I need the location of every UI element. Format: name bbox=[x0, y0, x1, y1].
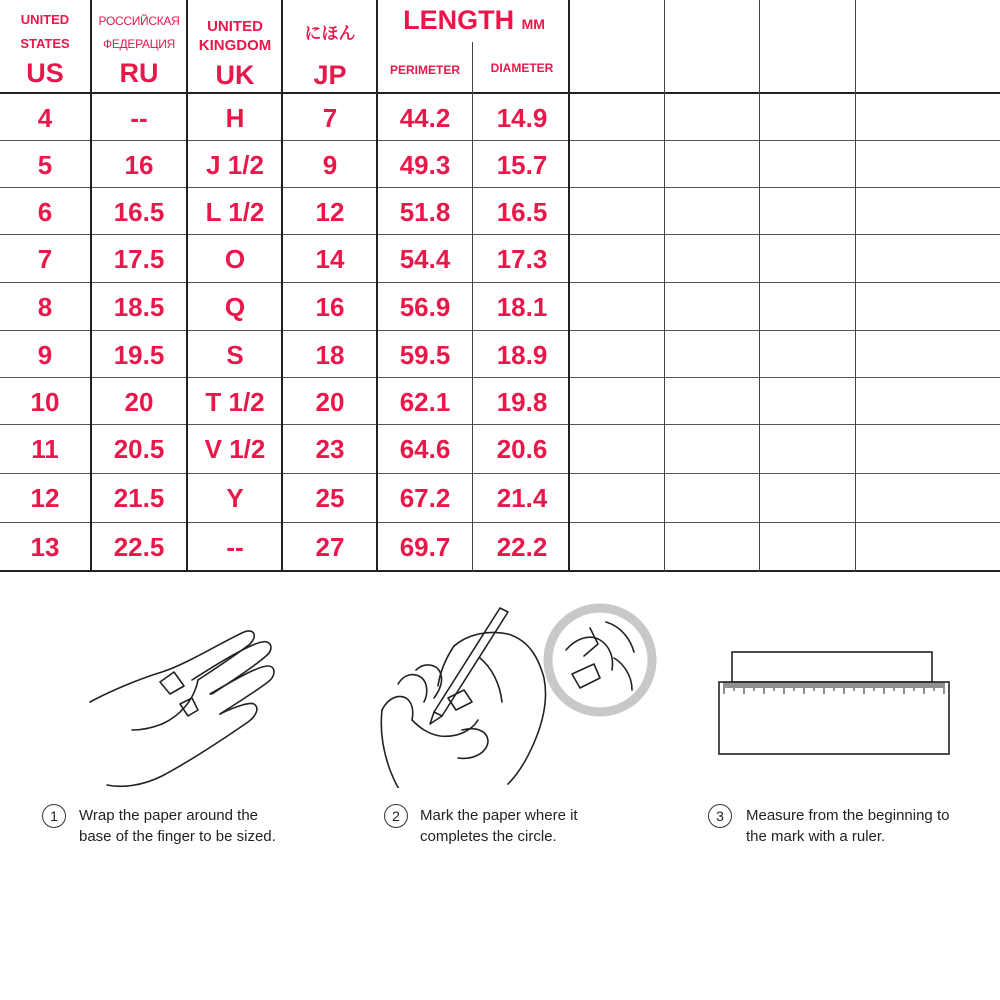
row-divider bbox=[0, 234, 1000, 235]
header-length-unit: MM bbox=[521, 16, 545, 32]
cell-us: 12 bbox=[30, 483, 60, 513]
header-divider bbox=[0, 92, 1000, 94]
header-uk-code: UK bbox=[215, 60, 255, 90]
cell-us: 9 bbox=[37, 340, 53, 370]
cell-diameter: 18.1 bbox=[496, 292, 548, 322]
cell-perimeter: 67.2 bbox=[399, 483, 451, 513]
row-divider bbox=[0, 140, 1000, 141]
cell-ru: 18.5 bbox=[113, 292, 165, 322]
cell-uk: T 1/2 bbox=[205, 387, 265, 417]
row-divider bbox=[0, 187, 1000, 188]
cell-us: 10 bbox=[30, 387, 60, 417]
cell-diameter: 17.3 bbox=[496, 244, 548, 274]
cell-uk: H bbox=[225, 103, 245, 133]
header-us-line2: STATES bbox=[20, 36, 70, 51]
step-3-line1: Measure from the beginning to bbox=[746, 807, 950, 824]
cell-ru: 21.5 bbox=[113, 483, 165, 513]
cell-us: 8 bbox=[37, 292, 53, 322]
row-divider bbox=[0, 522, 1000, 523]
header-ru-line2: ФЕДЕРАЦИЯ bbox=[103, 37, 175, 51]
cell-ru: 19.5 bbox=[113, 340, 165, 370]
cell-diameter: 16.5 bbox=[496, 197, 548, 227]
cell-perimeter: 44.2 bbox=[399, 103, 451, 133]
cell-jp: 23 bbox=[315, 434, 345, 464]
cell-perimeter: 69.7 bbox=[399, 532, 451, 562]
column-divider bbox=[855, 0, 856, 572]
step-2-text bbox=[420, 805, 578, 847]
cell-diameter: 18.9 bbox=[496, 340, 548, 370]
cell-uk: L 1/2 bbox=[205, 197, 265, 227]
cell-ru: 20.5 bbox=[113, 434, 165, 464]
header-uk-line2: KINGDOM bbox=[198, 37, 272, 54]
row-divider bbox=[0, 330, 1000, 331]
cell-uk: S bbox=[226, 340, 244, 370]
cell-diameter: 22.2 bbox=[496, 532, 548, 562]
step-2-number: 2 bbox=[384, 804, 408, 828]
cell-jp: 12 bbox=[315, 197, 345, 227]
step-1-number: 1 bbox=[42, 804, 66, 828]
cell-jp: 16 bbox=[315, 292, 345, 322]
cell-uk: Y bbox=[226, 483, 244, 513]
step-3-line2: the mark with a ruler. bbox=[746, 828, 886, 845]
cell-perimeter: 54.4 bbox=[399, 244, 451, 274]
cell-uk: O bbox=[224, 244, 246, 274]
column-divider bbox=[472, 42, 473, 572]
row-divider bbox=[0, 473, 1000, 474]
cell-us: 4 bbox=[37, 103, 53, 133]
step-2-line2: completes the circle. bbox=[420, 828, 557, 845]
cell-us: 11 bbox=[31, 434, 59, 464]
column-divider bbox=[664, 0, 665, 572]
header-length-word: LENGTH bbox=[403, 5, 515, 35]
header-diameter: DIAMETER bbox=[490, 61, 554, 75]
cell-perimeter: 51.8 bbox=[399, 197, 451, 227]
column-divider bbox=[759, 0, 760, 572]
header-us-code: US bbox=[26, 58, 64, 88]
header-ru-code: RU bbox=[119, 58, 159, 88]
cell-us: 6 bbox=[37, 197, 53, 227]
cell-perimeter: 64.6 bbox=[399, 434, 451, 464]
cell-ru: 16.5 bbox=[113, 197, 165, 227]
row-divider bbox=[0, 377, 1000, 378]
table-bottom-border bbox=[0, 570, 1000, 572]
cell-us: 7 bbox=[37, 244, 53, 274]
header-us-line1: UNITED bbox=[20, 12, 70, 27]
step-1-line2: base of the finger to be sized. bbox=[79, 828, 276, 845]
cell-diameter: 20.6 bbox=[496, 434, 548, 464]
hand-with-paper-icon bbox=[82, 620, 282, 790]
cell-diameter: 15.7 bbox=[496, 150, 548, 180]
cell-diameter: 19.8 bbox=[496, 387, 548, 417]
step-1-text bbox=[79, 805, 276, 847]
cell-jp: 9 bbox=[322, 150, 338, 180]
step-3-number: 3 bbox=[708, 804, 732, 828]
ruler-icon bbox=[716, 650, 952, 758]
cell-perimeter: 49.3 bbox=[399, 150, 451, 180]
row-divider bbox=[0, 424, 1000, 425]
header-uk-line1: UNITED bbox=[207, 18, 263, 35]
pen-marking-paper-icon bbox=[368, 598, 658, 788]
row-divider bbox=[0, 282, 1000, 283]
cell-us: 13 bbox=[30, 532, 60, 562]
step-1-line1: Wrap the paper around the bbox=[79, 807, 259, 824]
cell-jp: 18 bbox=[315, 340, 345, 370]
cell-ru: 20 bbox=[124, 387, 154, 417]
cell-jp: 14 bbox=[315, 244, 345, 274]
cell-ru: 17.5 bbox=[113, 244, 165, 274]
cell-jp: 25 bbox=[315, 483, 345, 513]
cell-perimeter: 56.9 bbox=[399, 292, 451, 322]
cell-uk: Q bbox=[224, 292, 246, 322]
step-3-text bbox=[746, 805, 949, 847]
cell-uk: -- bbox=[226, 532, 244, 562]
header-jp-code: JP bbox=[313, 60, 347, 90]
cell-perimeter: 62.1 bbox=[399, 387, 451, 417]
header-ru-line1: РОССИЙСКАЯ bbox=[98, 14, 180, 28]
cell-perimeter: 59.5 bbox=[399, 340, 451, 370]
cell-jp: 7 bbox=[322, 103, 338, 133]
cell-ru: 16 bbox=[124, 150, 154, 180]
cell-uk: V 1/2 bbox=[204, 434, 266, 464]
cell-uk: J 1/2 bbox=[206, 150, 264, 180]
step-2-line1: Mark the paper where it bbox=[420, 807, 578, 824]
header-jp-line1: にほん bbox=[304, 24, 356, 43]
cell-ru: -- bbox=[130, 103, 148, 133]
cell-diameter: 21.4 bbox=[496, 483, 548, 513]
cell-jp: 20 bbox=[315, 387, 345, 417]
cell-diameter: 14.9 bbox=[496, 103, 548, 133]
header-length-title bbox=[378, 5, 570, 36]
cell-ru: 22.5 bbox=[113, 532, 165, 562]
header-perimeter: PERIMETER bbox=[389, 63, 460, 77]
measuring-instructions bbox=[0, 580, 1000, 880]
cell-us: 5 bbox=[37, 150, 53, 180]
cell-jp: 27 bbox=[315, 532, 345, 562]
